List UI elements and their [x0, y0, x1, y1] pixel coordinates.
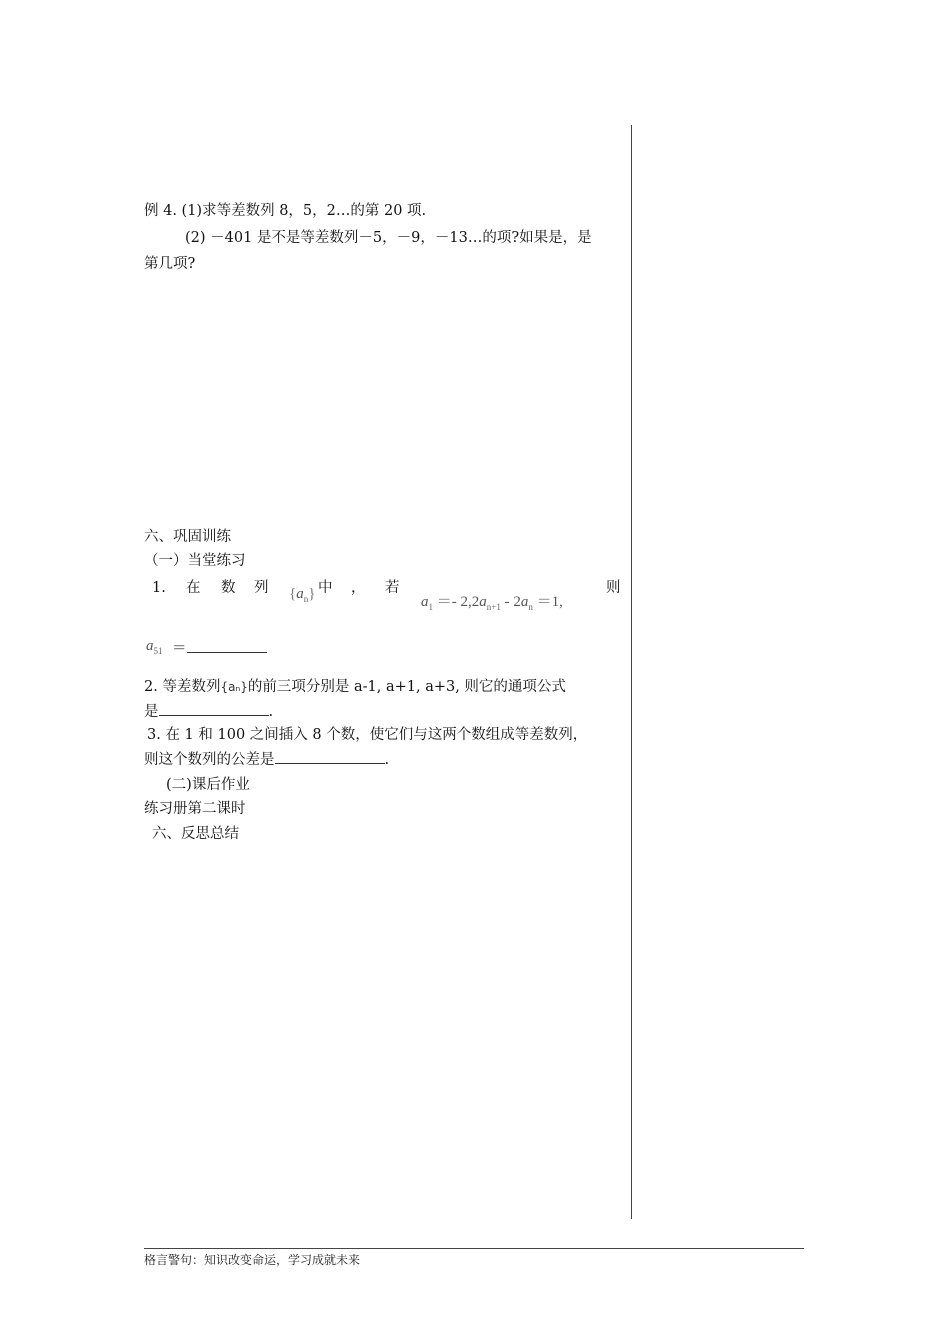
- q1-word: 在: [186, 580, 201, 596]
- example-4-line-3: 第几项?: [144, 256, 196, 272]
- footer-divider: [144, 1248, 804, 1249]
- q3-text: 则这个数列的公差是: [144, 752, 275, 768]
- cond-var: a: [421, 594, 429, 610]
- q3-line-1: 3. 在 1 和 100 之间插入 8 个数，使它们与这两个数组成等差数列，: [147, 727, 588, 743]
- subsection-homework: (二)课后作业: [166, 777, 250, 793]
- ans-sub: 51: [153, 646, 163, 656]
- brace-open: {: [289, 586, 297, 602]
- ans-var: a: [146, 638, 154, 654]
- q2-line-2: [144, 701, 273, 722]
- q3-period: .: [384, 752, 390, 768]
- q2-sequence: {aₙ}: [220, 680, 248, 694]
- answer-blank[interactable]: [275, 749, 385, 764]
- q2-line-1: [144, 677, 566, 697]
- q1-number: 1.: [152, 580, 166, 596]
- q1-comma: ，: [351, 580, 366, 596]
- footer-motto: 格言警句：知识改变命运，学习成就未来: [144, 1253, 361, 1267]
- q1-condition: [421, 590, 563, 612]
- q1-answer-var: [146, 638, 163, 656]
- cond-minus: - 2: [504, 594, 521, 610]
- subsection-practice: （一）当堂练习: [144, 553, 246, 569]
- section-title: 六、巩固训练: [144, 529, 231, 545]
- q2-text: 2. 等差数列: [144, 679, 221, 695]
- example-4-line-1: 例 4. (1)求等差数列 8，5，2…的第 20 项.: [144, 203, 427, 219]
- q1-word: 列: [254, 580, 269, 596]
- q1-word: 中: [318, 580, 333, 596]
- q2-period: .: [268, 704, 274, 720]
- cond-sub: n: [528, 602, 533, 612]
- example-4-line-2: (2) －401 是不是等差数列－5，－9，－13…的项?如果是，是: [185, 230, 592, 246]
- q1-word: 若: [385, 580, 400, 596]
- q1-word: 则: [606, 580, 621, 596]
- cond-sub: n+1: [486, 602, 501, 612]
- answer-blank[interactable]: [159, 701, 269, 716]
- q1-answer-eq: [172, 638, 267, 659]
- answer-blank[interactable]: [187, 638, 267, 653]
- q3-line-2: [144, 749, 389, 770]
- cond-eq: ＝1,: [536, 594, 563, 610]
- q1-sequence: [289, 586, 315, 604]
- cond-var: a: [520, 594, 529, 610]
- q1-word: 数: [221, 580, 236, 596]
- q2-text: 的前三项分别是 a-1, a+1, a+3, 则它的通项公式: [247, 679, 566, 695]
- ans-eq: ＝: [172, 641, 187, 657]
- cond-eq: ＝- 2,2: [436, 594, 480, 610]
- q2-text: 是: [144, 704, 159, 720]
- seq-var: a: [296, 586, 304, 602]
- homework-text: 练习册第二课时: [144, 801, 246, 817]
- seq-sub: n: [303, 594, 309, 604]
- cond-var: a: [479, 594, 487, 610]
- cond-sub: 1: [428, 602, 433, 612]
- reflection-title: 六、反思总结: [152, 826, 239, 842]
- brace-close: }: [308, 586, 316, 602]
- column-divider: [631, 125, 632, 1219]
